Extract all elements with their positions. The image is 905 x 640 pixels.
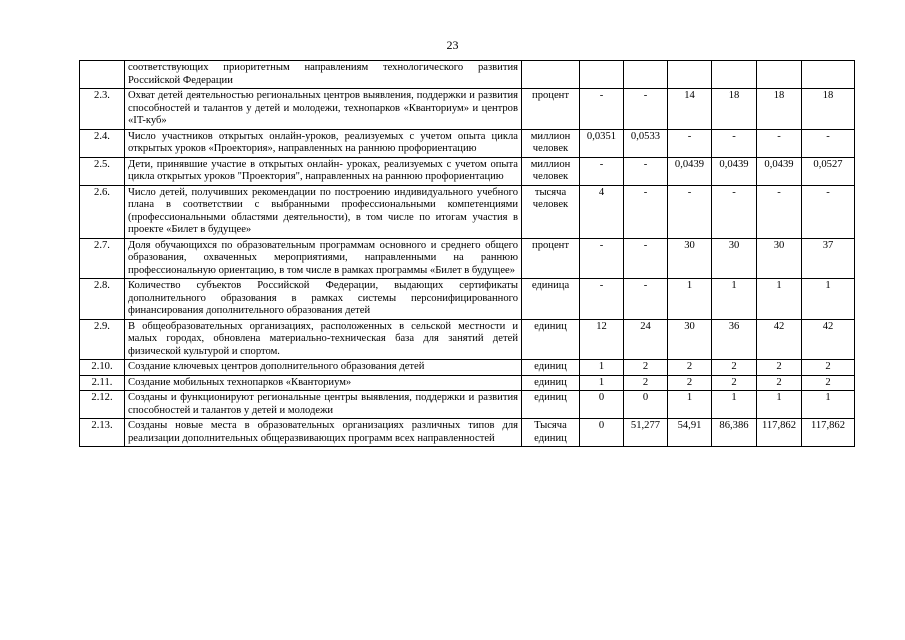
value-cell: - [757,129,802,157]
value-cell: 37 [802,238,855,279]
indicator-description: В общеобразовательных организациях, расположенных в сельской местности и малых городах, обновлена материально-техническая база для занятий детей физической культурой и спортом. [125,319,522,360]
row-number: 2.8. [80,279,125,320]
value-cell: - [668,129,712,157]
indicator-description: Доля обучающихся по образовательным программам основного и среднего общего образования, охваченных мероприятиями, направленными на раннюю профессиональную ориентацию, в том числе в рамках программы «Билет в будущее» [125,238,522,279]
value-cell: - [802,185,855,238]
value-cell: 0 [580,391,624,419]
row-number: 2.7. [80,238,125,279]
unit-cell: процент [522,238,580,279]
unit-cell: миллион человек [522,129,580,157]
value-cell: 117,862 [757,419,802,447]
indicators-table [79,60,855,447]
indicator-description: Созданы новые места в образовательных организациях различных типов для реализации дополнительных общеразвивающих программ всех направленностей [125,419,522,447]
value-cell: 14 [668,89,712,130]
indicator-description: Количество субъектов Российской Федерации, выдающих сертификаты дополнительного образования в рамках системы персонифицированного финансирования дополнительного образования детей [125,279,522,320]
value-cell: - [624,238,668,279]
value-cell: 1 [580,375,624,391]
value-cell: 42 [802,319,855,360]
value-cell: 1 [668,279,712,320]
indicator-description: Число участников открытых онлайн-уроков, реализуемых с учетом опыта цикла открытых уроков «Проектория», направленных на раннюю профориентацию [125,129,522,157]
value-cell: - [580,279,624,320]
indicator-description: Создание мобильных технопарков «Кванториум» [125,375,522,391]
value-cell: 2 [668,375,712,391]
value-cell: 0 [624,391,668,419]
unit-cell: единиц [522,375,580,391]
value-cell: 2 [668,360,712,376]
row-number: 2.11. [80,375,125,391]
value-cell [757,61,802,89]
value-cell: 2 [624,360,668,376]
table-row [80,375,855,391]
table-row [80,129,855,157]
value-cell: 24 [624,319,668,360]
indicator-description: Созданы и функционируют региональные центры выявления, поддержки и развития способностей и талантов у детей и молодежи [125,391,522,419]
value-cell: 1 [757,391,802,419]
value-cell: - [624,185,668,238]
unit-cell [522,61,580,89]
unit-cell: Тысяча единиц [522,419,580,447]
value-cell: 18 [757,89,802,130]
unit-cell: единиц [522,391,580,419]
value-cell: 0,0439 [757,157,802,185]
value-cell: 30 [712,238,757,279]
value-cell: - [580,89,624,130]
value-cell: 86,386 [712,419,757,447]
value-cell: - [580,238,624,279]
indicator-description: Дети, принявшие участие в открытых онлайн- уроках, реализуемых с учетом опыта цикла открытых уроков "Проектория", направленных на раннюю профориентацию [125,157,522,185]
row-number [80,61,125,89]
indicator-description: Создание ключевых центров дополнительного образования детей [125,360,522,376]
table-row [80,419,855,447]
row-number: 2.12. [80,391,125,419]
value-cell: - [757,185,802,238]
value-cell: 2 [757,360,802,376]
value-cell: 4 [580,185,624,238]
value-cell: - [712,185,757,238]
row-number: 2.5. [80,157,125,185]
unit-cell: миллион человек [522,157,580,185]
row-number: 2.6. [80,185,125,238]
value-cell: 30 [757,238,802,279]
value-cell: 2 [757,375,802,391]
value-cell [624,61,668,89]
value-cell: 54,91 [668,419,712,447]
value-cell: 1 [668,391,712,419]
value-cell: 1 [757,279,802,320]
value-cell: 2 [712,375,757,391]
indicator-description: Число детей, получивших рекомендации по построению индивидуального учебного плана в соответствии с выбранными профессиональными компетенциями (профессиональными областями деятельности), в том числе по итогам участия в проекте «Билет в будущее» [125,185,522,238]
value-cell: 0,0351 [580,129,624,157]
value-cell: 1 [712,391,757,419]
value-cell: 117,862 [802,419,855,447]
value-cell: 0,0439 [712,157,757,185]
value-cell: 2 [802,360,855,376]
indicator-description: соответствующих приоритетным направлениям технологического развития Российской Федерации [125,61,522,89]
table-row [80,238,855,279]
value-cell: 30 [668,238,712,279]
value-cell: 18 [802,89,855,130]
unit-cell: тысяча человек [522,185,580,238]
indicator-description: Охват детей деятельностью региональных центров выявления, поддержки и развития способностей и талантов у детей и молодежи, технопарков «Кванториум» и центров «IT-куб» [125,89,522,130]
table-row [80,61,855,89]
value-cell: 12 [580,319,624,360]
value-cell [668,61,712,89]
row-number: 2.9. [80,319,125,360]
table-row [80,89,855,130]
table-row [80,157,855,185]
unit-cell: процент [522,89,580,130]
row-number: 2.3. [80,89,125,130]
value-cell: 2 [802,375,855,391]
value-cell: 1 [802,391,855,419]
value-cell [580,61,624,89]
page-number: 23 [446,38,459,52]
table-row [80,279,855,320]
table-row [80,185,855,238]
value-cell: 2 [712,360,757,376]
value-cell: 0,0533 [624,129,668,157]
value-cell: - [624,279,668,320]
value-cell: - [668,185,712,238]
value-cell: 1 [802,279,855,320]
value-cell: 1 [580,360,624,376]
value-cell: 0,0527 [802,157,855,185]
value-cell: 1 [712,279,757,320]
value-cell: 0 [580,419,624,447]
value-cell: 2 [624,375,668,391]
value-cell: 18 [712,89,757,130]
unit-cell: единиц [522,360,580,376]
row-number: 2.13. [80,419,125,447]
value-cell: - [624,157,668,185]
table-row [80,391,855,419]
unit-cell: единица [522,279,580,320]
value-cell: 0,0439 [668,157,712,185]
value-cell: 30 [668,319,712,360]
value-cell: 42 [757,319,802,360]
value-cell [712,61,757,89]
unit-cell: единиц [522,319,580,360]
table-row [80,360,855,376]
row-number: 2.4. [80,129,125,157]
value-cell: 51,277 [624,419,668,447]
row-number: 2.10. [80,360,125,376]
value-cell: - [580,157,624,185]
value-cell: - [624,89,668,130]
value-cell [802,61,855,89]
value-cell: 36 [712,319,757,360]
value-cell: - [802,129,855,157]
table-row [80,319,855,360]
value-cell: - [712,129,757,157]
